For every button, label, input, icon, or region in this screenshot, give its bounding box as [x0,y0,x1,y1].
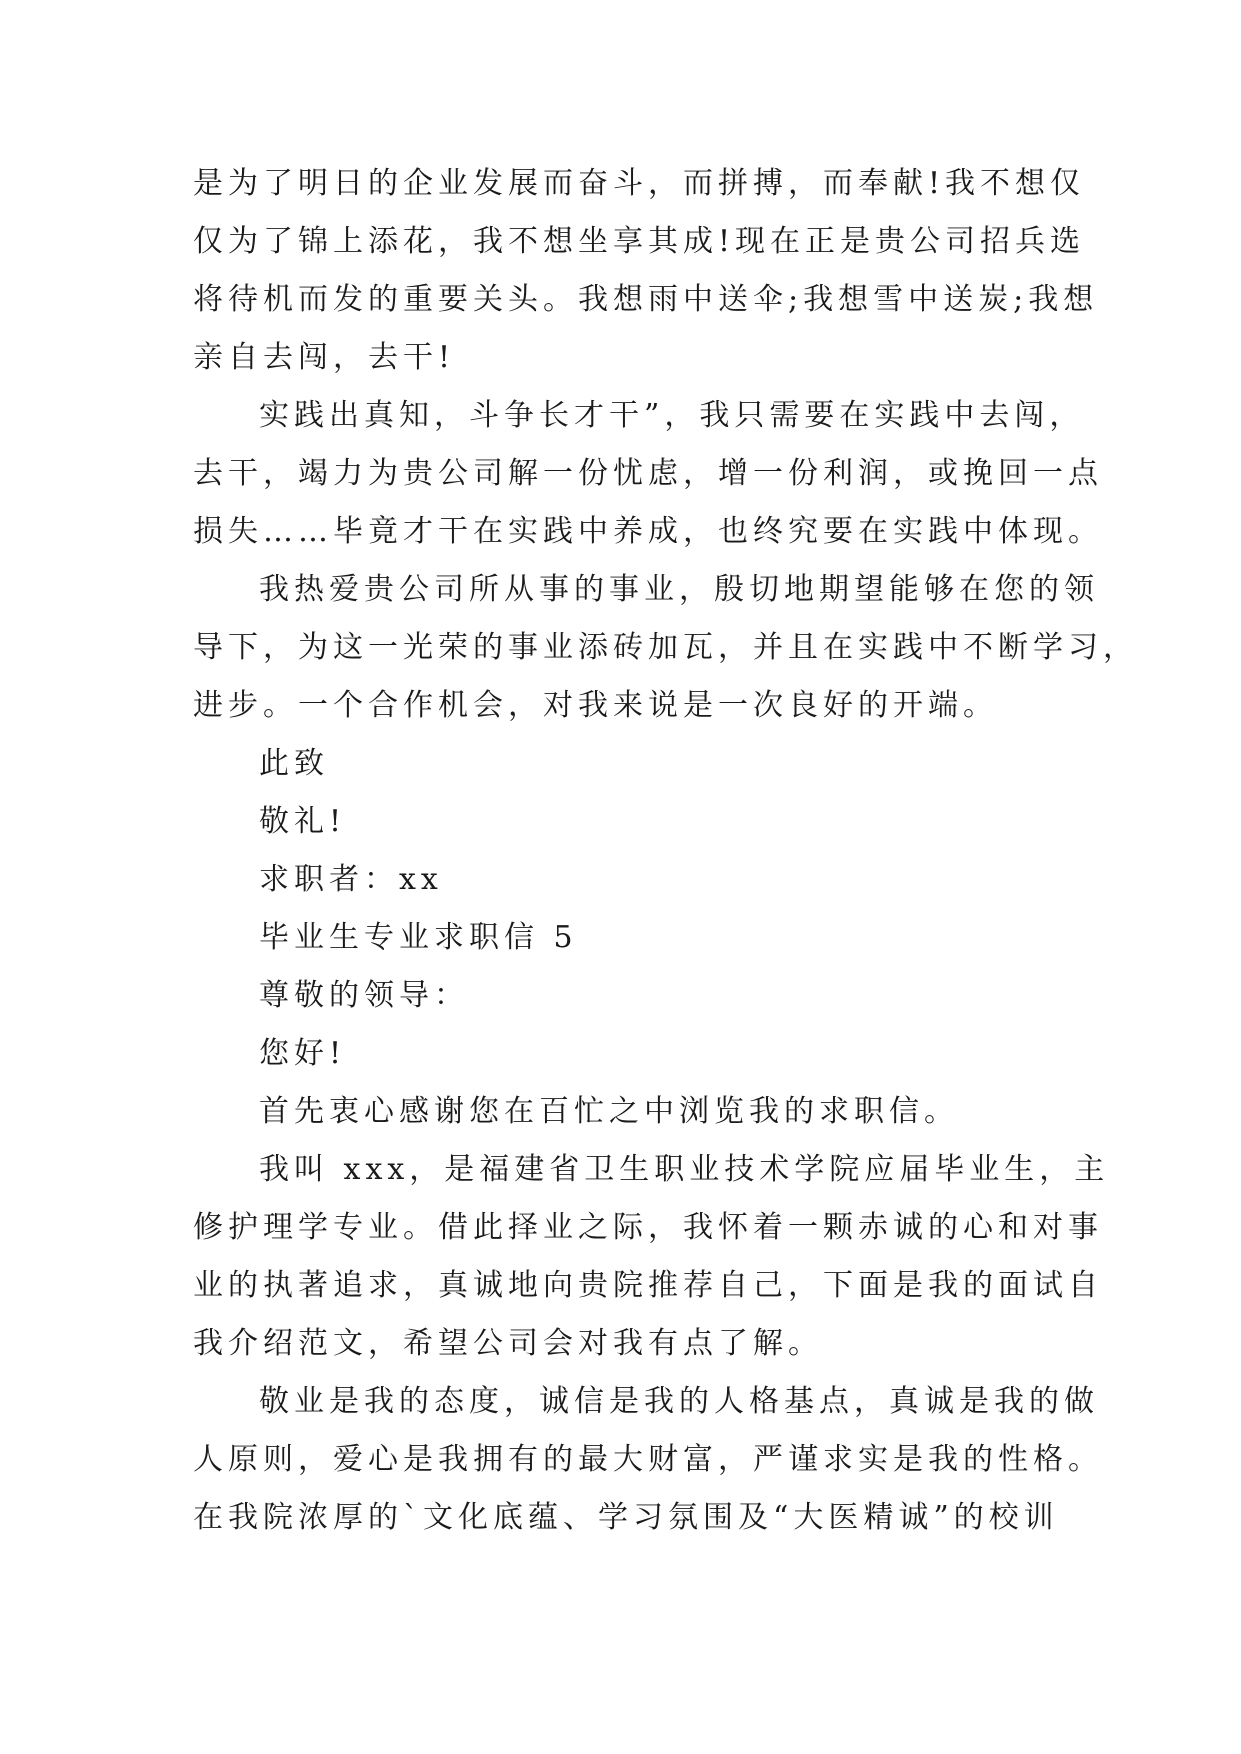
text-line: 进步。一个合作机会，对我来说是一次良好的开端。 [193,688,998,723]
text-line: 去干，竭力为贵公司解一份忧虑，增一份利润，或挽回一点 [193,456,1103,491]
text-line: 损失……毕竟才干在实践中养成，也终究要在实践中体现。 [193,514,1103,549]
text-line: 仅为了锦上添花，我不想坐享其成!现在正是贵公司招兵选 [193,224,1086,259]
closing-regards: 敬礼! [259,804,347,839]
letter-body [193,155,1138,1547]
text-line: 是为了明日的企业发展而奋斗，而拼搏，而奉献!我不想仅 [193,166,1086,201]
text-line: 我介绍范文，希望公司会对我有点了解。 [193,1326,823,1361]
signature-line: 求职者：xx [259,862,443,897]
greeting-line: 您好! [259,1036,347,1071]
closing-salutation: 此致 [259,746,329,781]
text-line: 人原则，爱心是我拥有的最大财富，严谨求实是我的性格。 [193,1442,1103,1477]
greeting-line: 尊敬的领导： [259,978,469,1013]
paragraph-start-line: 首先衷心感谢您在百忙之中浏览我的求职信。 [259,1094,959,1129]
text-line: 在我院浓厚的`文化底蕴、学习氛围及“大医精诚”的校训 [193,1500,1059,1535]
text-line: 业的执著追求，真诚地向贵院推荐自己，下面是我的面试自 [193,1268,1103,1303]
text-line: 将待机而发的重要关头。我想雨中送伞;我想雪中送炭;我想 [193,282,1099,317]
text-line: 修护理学专业。借此择业之际，我怀着一颗赤诚的心和对事 [193,1210,1103,1245]
section-heading: 毕业生专业求职信 5 [259,920,578,955]
text-line: 导下，为这一光荣的事业添砖加瓦，并且在实践中不断学习， [193,630,1138,665]
paragraph-start-line: 实践出真知，斗争长才干”，我只需要在实践中去闯， [259,398,1085,433]
paragraph-start-line: 我热爱贵公司所从事的事业，殷切地期望能够在您的领 [259,572,1099,607]
text-line: 亲自去闯，去干! [193,340,456,375]
paragraph-start-line: 敬业是我的态度，诚信是我的人格基点，真诚是我的做 [259,1384,1099,1419]
paragraph-start-line: 我叫 xxx，是福建省卫生职业技术学院应届毕业生，主 [259,1152,1110,1187]
